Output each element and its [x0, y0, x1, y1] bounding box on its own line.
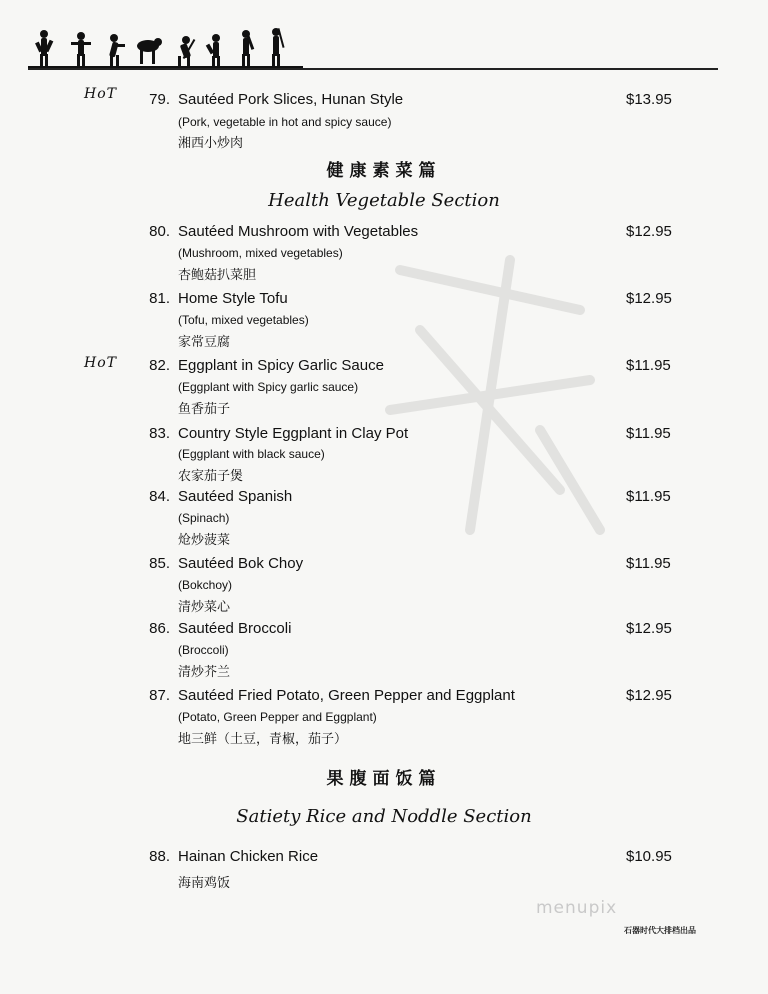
item-name: Sautéed Spanish	[178, 488, 293, 505]
menupix-watermark: menupix	[536, 898, 618, 918]
item-description: (Eggplant with black sauce)	[178, 447, 325, 461]
item-number: 79.	[149, 91, 170, 108]
item-description: (Mushroom, mixed vegetables)	[178, 246, 343, 260]
item-price: $10.95	[626, 848, 672, 865]
item-description: (Eggplant with Spicy garlic sauce)	[178, 380, 359, 394]
item-name: Sautéed Pork Slices, Hunan Style	[178, 91, 404, 108]
evolution-figures-icon	[28, 24, 303, 72]
section-title-chinese: 健康素菜篇	[326, 161, 442, 181]
item-name: Home Style Tofu	[178, 290, 288, 307]
item-chinese-name: 鱼香茄子	[178, 402, 231, 417]
item-price: $12.95	[626, 223, 672, 240]
item-price: $13.95	[626, 91, 672, 108]
item-chinese-name: 农家茄子煲	[178, 469, 244, 484]
section-title-english: Satiety Rice and Noddle Section	[236, 806, 532, 827]
item-description: (Spinach)	[178, 511, 230, 525]
item-description: (Tofu, mixed vegetables)	[178, 313, 309, 327]
item-price: $11.95	[626, 425, 671, 442]
section-title-chinese: 果腹面饭篇	[326, 769, 442, 789]
item-chinese-name: 地三鲜（土豆，青椒，茄子）	[178, 732, 348, 747]
item-number: 82.	[149, 357, 170, 374]
item-price: $11.95	[626, 488, 671, 505]
item-number: 83.	[149, 425, 170, 442]
item-number: 81.	[149, 290, 170, 307]
item-chinese-name: 清炒菜心	[178, 600, 231, 615]
item-number: 85.	[149, 555, 170, 572]
item-number: 87.	[149, 687, 170, 704]
section-title-english: Health Vegetable Section	[268, 190, 500, 211]
item-number: 88.	[149, 848, 170, 865]
header-rule-divider	[28, 68, 718, 70]
item-description: (Potato, Green Pepper and Eggplant)	[178, 710, 377, 724]
item-price: $12.95	[626, 687, 672, 704]
item-name: Hainan Chicken Rice	[178, 848, 319, 865]
item-name: Sautéed Broccoli	[178, 620, 292, 637]
item-description: (Broccoli)	[178, 643, 229, 657]
item-price: $12.95	[626, 290, 672, 307]
item-name: Sautéed Mushroom with Vegetables	[178, 223, 419, 240]
item-price: $11.95	[626, 555, 671, 572]
item-chinese-name: 炝炒菠菜	[178, 533, 231, 548]
item-chinese-name: 清炒芥兰	[178, 665, 231, 680]
item-price: $12.95	[626, 620, 672, 637]
item-chinese-name: 家常豆腐	[178, 335, 231, 350]
hot-label: HoT	[84, 86, 117, 102]
item-name: Eggplant in Spicy Garlic Sauce	[178, 357, 384, 374]
item-chinese-name: 湘西小炒肉	[178, 136, 244, 151]
background-calligraphy-watermark	[360, 230, 620, 550]
item-name: Country Style Eggplant in Clay Pot	[178, 425, 409, 442]
item-chinese-name: 海南鸡饭	[178, 876, 231, 891]
item-price: $11.95	[626, 357, 671, 374]
item-description: (Pork, vegetable in hot and spicy sauce)	[178, 115, 392, 129]
item-description: (Bokchoy)	[178, 578, 233, 592]
header-figures-illustration	[28, 24, 303, 72]
item-name: Sautéed Bok Choy	[178, 555, 304, 572]
item-chinese-name: 杏鲍菇扒菜胆	[178, 268, 257, 283]
item-number: 80.	[149, 223, 170, 240]
item-number: 86.	[149, 620, 170, 637]
footer-credit: 石器时代大排档出品	[624, 926, 696, 935]
item-name: Sautéed Fried Potato, Green Pepper and Eggplant	[178, 687, 515, 704]
item-number: 84.	[149, 488, 170, 505]
hot-label: HoT	[84, 355, 117, 371]
